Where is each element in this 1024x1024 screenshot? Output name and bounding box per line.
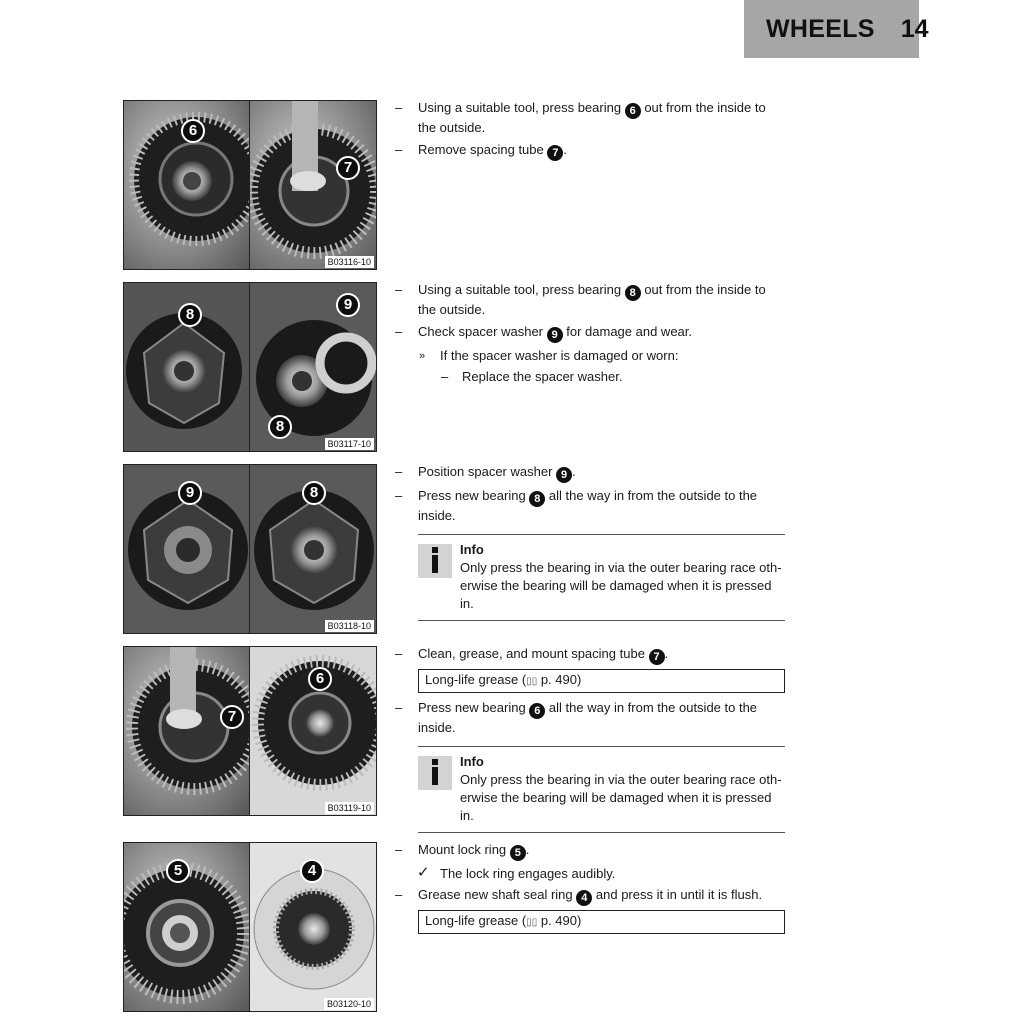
chapter-header	[744, 0, 929, 58]
section-1	[395, 99, 785, 165]
page-reference[interactable]: p. 490	[540, 913, 577, 928]
info-box	[418, 534, 785, 621]
callout-badge: 8	[268, 415, 292, 439]
ref-badge: 8	[625, 285, 641, 301]
figure-2-right	[249, 282, 377, 452]
figure-1-right	[249, 100, 377, 270]
callout-badge: 5	[166, 859, 190, 883]
ref-badge: 7	[547, 145, 563, 161]
info-title: Info	[460, 754, 484, 769]
figure-5-left	[123, 842, 250, 1012]
callout-badge: 8	[302, 481, 326, 505]
ref-badge: 7	[649, 649, 665, 665]
callout-badge: 7	[220, 705, 244, 729]
ref-badge: 9	[547, 327, 563, 343]
step: – Grease new shaft seal ring 4 and press it in until it is flush.	[395, 887, 763, 904]
info-text: Only press the bearing in via the outer bearing race oth-erwise the bearing will be damaged when it is pressed in.	[460, 560, 782, 611]
result: ✓ The lock ring engages audibly.	[417, 864, 616, 881]
callout-badge: 6	[181, 119, 205, 143]
figure-code: B03118-10	[325, 620, 374, 632]
figure-4-left	[123, 646, 250, 816]
ref-badge: 9	[556, 467, 572, 483]
figure-3-left	[123, 464, 250, 634]
info-icon	[418, 544, 452, 578]
info-title: Info	[460, 542, 484, 557]
step: – Check spacer washer 9 for damage and wear.	[395, 324, 692, 341]
figure-code: B03120-10	[324, 998, 374, 1010]
step: – Press new bearing 6 all the way in from the outside to the inside.	[395, 700, 758, 735]
grease-spec: Long-life grease (▯▯ p. 490)	[418, 910, 785, 934]
step: – Using a suitable tool, press bearing 6 out from the inside to the outside.	[395, 100, 766, 135]
book-icon: ▯▯	[526, 676, 538, 687]
callout-badge: 7	[336, 156, 360, 180]
figure-code: B03119-10	[325, 802, 374, 814]
callout-badge: 9	[178, 481, 202, 505]
callout-badge: 8	[178, 303, 202, 327]
ref-badge: 8	[529, 491, 545, 507]
ref-badge: 6	[625, 103, 641, 119]
book-icon: ▯▯	[526, 917, 538, 928]
ref-badge: 4	[576, 890, 592, 906]
info-text: Only press the bearing in via the outer bearing race oth-erwise the bearing will be damaged when it is pressed in.	[460, 772, 782, 823]
section-2	[395, 281, 785, 389]
callout-badge: 4	[300, 859, 324, 883]
callout-badge: 6	[308, 667, 332, 691]
step: – Position spacer washer 9 .	[395, 464, 576, 481]
figure-4-right	[249, 646, 377, 816]
check-icon: ✓	[417, 864, 430, 881]
callout-badge: 9	[336, 293, 360, 317]
figure-code: B03116-10	[325, 256, 374, 268]
step: – Using a suitable tool, press bearing 8 out from the inside to the outside.	[395, 282, 766, 317]
action: – Replace the spacer washer.	[441, 369, 623, 384]
disc-tube-image	[124, 647, 250, 816]
section-5	[395, 841, 785, 940]
chapter-title: WHEELS	[766, 14, 875, 43]
section-4	[395, 645, 785, 833]
figure-2-left	[123, 282, 250, 452]
info-icon	[418, 756, 452, 790]
grease-spec: Long-life grease (▯▯ p. 490)	[418, 669, 785, 693]
step: – Clean, grease, and mount spacing tube 7 .	[395, 646, 669, 663]
page-reference[interactable]: p. 490	[540, 672, 577, 687]
figure-5-right	[249, 842, 377, 1012]
ref-badge: 6	[529, 703, 545, 719]
section-3	[395, 463, 785, 621]
info-box	[418, 746, 785, 833]
condition: » If the spacer washer is damaged or worn:	[419, 348, 679, 363]
step: – Mount lock ring 5 .	[395, 842, 530, 859]
step: – Remove spacing tube 7 .	[395, 142, 567, 159]
figure-1-left	[123, 100, 250, 270]
disc-hub-tool-image	[250, 101, 377, 270]
page-number: 14	[900, 14, 929, 43]
figure-code: B03117-10	[325, 438, 374, 450]
step: – Press new bearing 8 all the way in from the outside to the inside.	[395, 488, 758, 523]
figure-3-right	[249, 464, 377, 634]
ref-badge: 5	[510, 845, 526, 861]
